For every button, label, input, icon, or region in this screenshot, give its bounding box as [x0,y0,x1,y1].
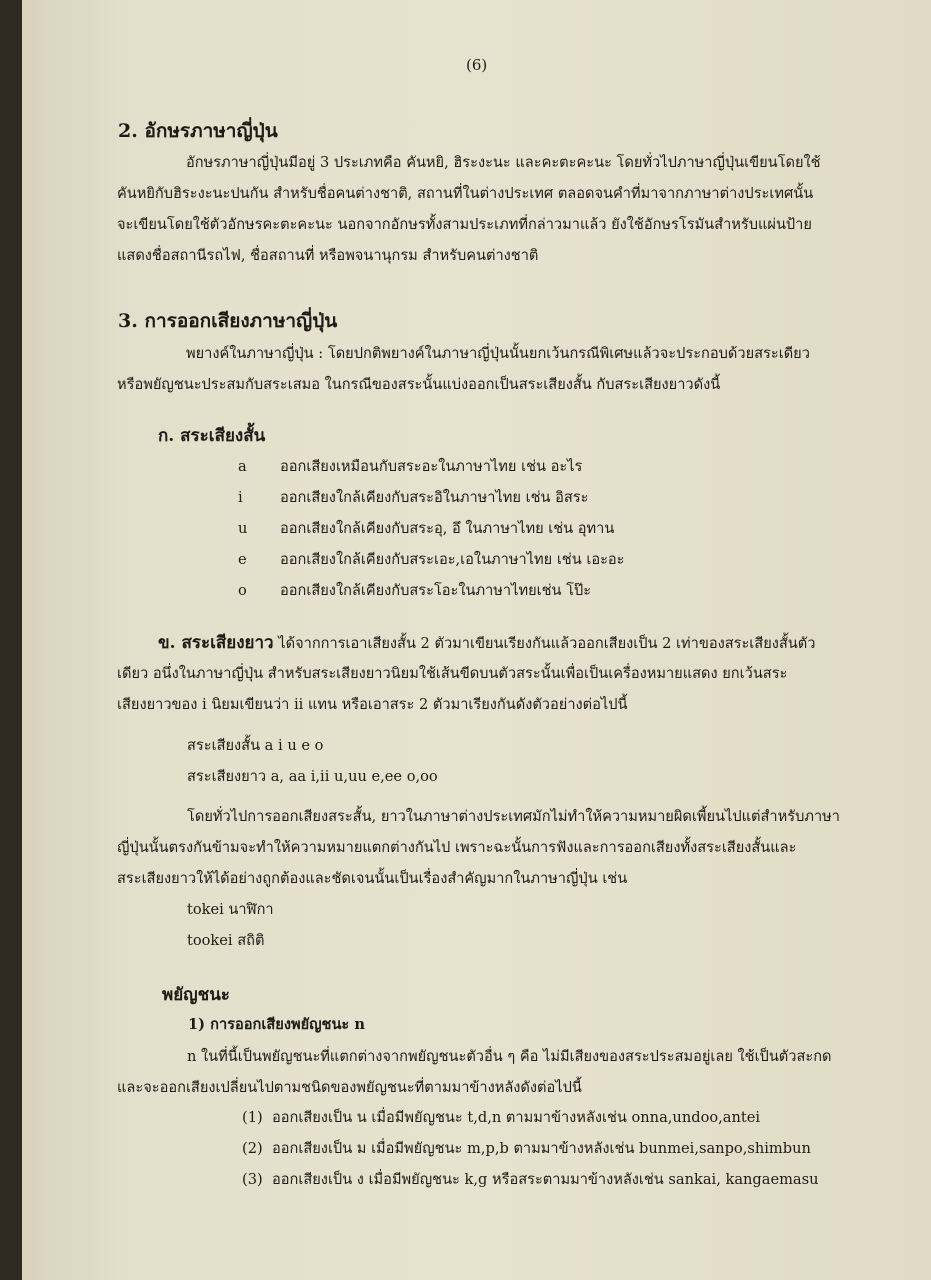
long-vowels-line: เสียงยาวของ i นิยมเขียนว่า ii แทน หรือเอาสระ 2 ตัวมาเรียงกันดังตัวอย่างต่อไปนี้ [117,696,628,713]
paragraph-line: สระเสียงยาวให้ได้อย่างถูกต้องและชัดเจนนั้นเป็นเรื่องสำคัญมากในภาษาญี่ปุ่น เช่น [117,870,628,887]
short-vowel-item [238,486,588,509]
consonant-line: และจะออกเสียงเปลี่ยนไปตามชนิดของพยัญชนะที่ตามมาข้างหลังดังต่อไปนี้ [117,1079,582,1096]
long-vowels-line: เดียว อนึ่งในภาษาญี่ปุ่น สำหรับสระเสียงยาวนิยมใช้เส้นขีดบนตัวสระนั้นเพื่อเป็นเครื่องหมายแสดง ยกเว้นสระ [117,665,788,682]
example-word: tokei นาฬิกา [187,901,274,918]
example-word: tookei สถิติ [187,932,265,949]
rule-number: (1) [242,1109,263,1126]
long-vowels-line [158,629,815,656]
long-vowels-heading: ข. สระเสียงยาว [158,633,274,653]
section-2-line: จะเขียนโดยใช้ตัวอักษรคะตะคะนะ นอกจากอักษรทั้งสามประเภทที่กล่าวมาแล้ว ยังใช้อักษรโรมันสำหรับแผ่นป้าย [117,216,812,233]
vowel-description: ออกเสียงใกล้เคียงกับสระอุ, อึ ในภาษาไทย เช่น อุทาน [280,520,615,537]
short-vowel-item [238,455,582,478]
vowel-letter: e [238,551,247,568]
vowel-description: ออกเสียงใกล้เคียงกับสระโอะในภาษาไทยเช่น โป๊ะ [280,582,592,599]
section-3-line: พยางค์ในภาษาญี่ปุ่น : โดยปกติพยางค์ในภาษาญี่ปุ่นนั้นยกเว้นกรณีพิเศษแล้วจะประกอบด้วยสระเดียว [186,345,810,362]
short-vowels-heading: ก. สระเสียงสั้น [158,426,266,446]
vowel-description: ออกเสียงใกล้เคียงกับสระเอะ,เอในภาษาไทย เช่น เอะอะ [280,551,625,568]
vowel-description: ออกเสียงเหมือนกับสระอะในภาษาไทย เช่น อะไร [280,458,583,475]
consonant-line: n ในที่นี้เป็นพยัญชนะที่แตกต่างจากพยัญชนะตัวอื่น ๆ คือ ไม่มีเสียงของสระประสมอยู่เลย ใช้เป็นตัวสะกด [187,1048,832,1065]
short-vowel-item [238,548,625,571]
section-3-line: หรือพยัญชนะประสมกับสระเสมอ ในกรณีของสระนั้นแบ่งออกเป็นสระเสียงสั้น กับสระเสียงยาวดังนี้ [117,376,721,393]
vowel-letter: o [238,582,247,599]
section-2-line: แสดงชื่อสถานีรถไฟ, ชื่อสถานที่ หรือพจนานุกรม สำหรับคนต่างชาติ [117,247,539,264]
paragraph-line: ญี่ปุ่นนั้นตรงกันข้ามจะทำให้ความหมายแตกต่างกันไป เพราะฉะนั้นการฟังและการออกเสียงทั้งสระเสียงสั้นและ [117,839,797,856]
vowel-letter: i [238,489,243,506]
document-page [22,0,931,1280]
consonant-rule [242,1168,819,1191]
section-3-heading: 3. การออกเสียงภาษาญี่ปุ่น [118,310,338,332]
short-vowel-item [238,579,591,602]
long-vowels-text: ได้จากการเอาเสียงสั้น 2 ตัวมาเขียนเรียงกันแล้วออกเสียงเป็น 2 เท่าของสระเสียงสั้นตัว [278,635,816,652]
vowel-description: ออกเสียงใกล้เคียงกับสระอิในภาษาไทย เช่น อิสระ [280,489,589,506]
consonant-rule [242,1106,760,1129]
short-vowel-row: สระเสียงสั้น a i u e o [187,737,324,754]
consonant-n-subheading: 1) การออกเสียงพยัญชนะ n [188,1016,365,1033]
vowel-letter: a [238,458,247,475]
consonants-heading: พยัญชนะ [162,985,230,1005]
short-vowel-item [238,517,614,540]
long-vowel-row: สระเสียงยาว a, aa i,ii u,uu e,ee o,oo [187,768,438,785]
section-2-line: คันหยิกับฮิระงะนะปนกัน สำหรับชื่อคนต่างชาติ, สถานที่ในต่างประเทศ ตลอดจนคำที่มาจากภาษาต่างประเทศนั้น [117,185,814,202]
rule-number: (2) [242,1140,263,1157]
section-2-heading: 2. อักษรภาษาญี่ปุ่น [118,120,278,142]
rule-text: ออกเสียงเป็น ม เมื่อมีพยัญชนะ m,p,b ตามมาข้างหลังเช่น bunmei,sanpo,shimbun [272,1140,811,1157]
rule-text: ออกเสียงเป็น น เมื่อมีพยัญชนะ t,d,n ตามมาข้างหลังเช่น onna,undoo,antei [272,1109,761,1126]
vowel-letter: u [238,520,248,537]
paragraph-line: โดยทั่วไปการออกเสียงสระสั้น, ยาวในภาษาต่างประเทศมักไม่ทำให้ความหมายผิดเพี้ยนไปแต่สำหรับภาษา [187,808,840,825]
consonant-rule [242,1137,811,1160]
rule-number: (3) [242,1171,263,1188]
page-number: (6) [466,56,488,74]
rule-text: ออกเสียงเป็น ง เมื่อมีพยัญชนะ k,g หรือสระตามมาข้างหลังเช่น sankai, kangaemasu [272,1171,819,1188]
section-2-line: อักษรภาษาญี่ปุ่นมีอยู่ 3 ประเภทคือ คันหยิ, ฮิระงะนะ และคะตะคะนะ โดยทั่วไปภาษาญี่ปุ่นเขียนโดยใช้ [186,154,821,171]
